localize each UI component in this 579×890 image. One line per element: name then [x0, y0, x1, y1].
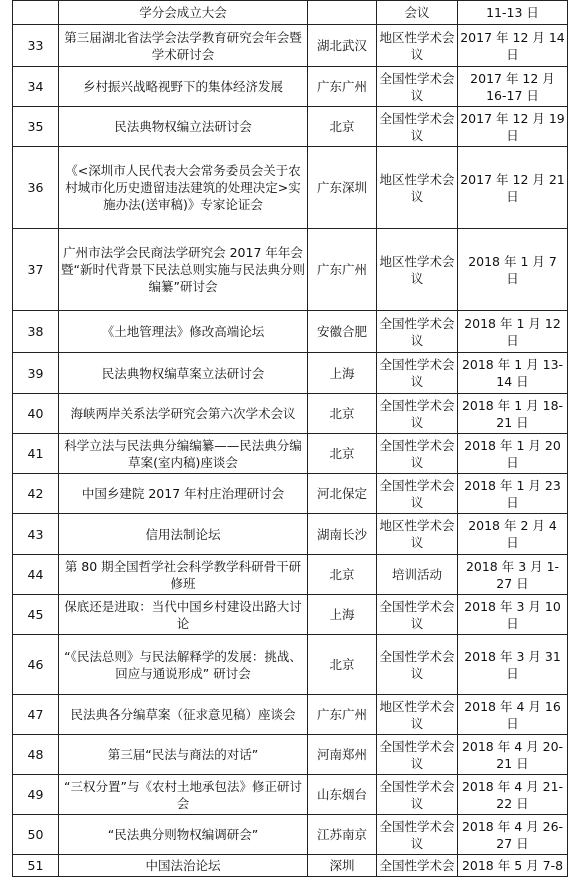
table-row: [13, 25, 568, 67]
location: 广东广州: [308, 67, 377, 107]
table-row: [13, 353, 568, 394]
meeting-type: 全国性学术会议: [377, 474, 458, 514]
conference-name: 第 80 期全国哲学社会科学教学科研骨干研修班: [59, 555, 308, 595]
meeting-date: 2018 年 1 月 7 日: [458, 229, 568, 311]
meeting-date: 2017 年 12 月 21 日: [458, 147, 568, 229]
table-row: [13, 107, 568, 147]
conference-name: 第三届“民法与商法的对话”: [59, 735, 308, 775]
conference-name: 中国法治论坛: [59, 855, 308, 877]
location: 安徽合肥: [308, 311, 377, 353]
conference-name: 《土地管理法》修改高端论坛: [59, 311, 308, 353]
row-number: 42: [13, 474, 59, 514]
row-number: 45: [13, 595, 59, 635]
table-row: [13, 695, 568, 735]
table-row: [13, 474, 568, 514]
row-number: 40: [13, 394, 59, 434]
conference-name: 民法典物权编立法研讨会: [59, 107, 308, 147]
meeting-date: 2018 年 4 月 16 日: [458, 695, 568, 735]
meeting-date: 2018 年 4 月 26-27 日: [458, 815, 568, 855]
meeting-type: 全国性学术会议: [377, 394, 458, 434]
meeting-type: 地区性学术会议: [377, 229, 458, 311]
meeting-date: 2018 年 1 月 13-14 日: [458, 353, 568, 394]
row-number: 46: [13, 635, 59, 695]
meeting-type: 地区性学术会议: [377, 147, 458, 229]
location: 江苏南京: [308, 815, 377, 855]
table-row: [13, 394, 568, 434]
meeting-type: 全国性学术会议: [377, 815, 458, 855]
meeting-type: 全国性学术会议: [377, 107, 458, 147]
location: 广东深圳: [308, 147, 377, 229]
conference-name: “民法典分则物权编调研会”: [59, 815, 308, 855]
conference-name: 保底还是进取：当代中国乡村建设出路大讨论: [59, 595, 308, 635]
conference-name: 学分会成立大会: [59, 1, 308, 25]
table-row: [13, 147, 568, 229]
row-number: 44: [13, 555, 59, 595]
meeting-type: 全国性学术会议: [377, 735, 458, 775]
conference-name: “《民法总则》与民法解释学的发展：挑战、回应与通说形成” 研讨会: [59, 635, 308, 695]
conference-name: 科学立法与民法典分编编纂——民法典分编草案(室内稿)座谈会: [59, 434, 308, 474]
meeting-type: 全国性学术会议: [377, 595, 458, 635]
meeting-date: 2018 年 3 月 10 日: [458, 595, 568, 635]
conference-name: 民法典各分编草案（征求意见稿）座谈会: [59, 695, 308, 735]
location: 上海: [308, 353, 377, 394]
table-row: [13, 514, 568, 555]
location: 湖南长沙: [308, 514, 377, 555]
row-number: 43: [13, 514, 59, 555]
meeting-date: 2017 年 12 月 16-17 日: [458, 67, 568, 107]
row-number: 35: [13, 107, 59, 147]
table-row: [13, 229, 568, 311]
meeting-date: 2018 年 4 月 20-21 日: [458, 735, 568, 775]
row-number: 39: [13, 353, 59, 394]
conference-name: 民法典物权编草案立法研讨会: [59, 353, 308, 394]
conference-name: 海峡两岸关系法学研究会第六次学术会议: [59, 394, 308, 434]
meeting-type: 地区性学术会议: [377, 514, 458, 555]
table-row: [13, 775, 568, 815]
meeting-type: 全国性学术会议: [377, 353, 458, 394]
meeting-date: 2018 年 2 月 4 日: [458, 514, 568, 555]
table-row: [13, 311, 568, 353]
meeting-type: 培训活动: [377, 555, 458, 595]
table-row: [13, 555, 568, 595]
location: 山东烟台: [308, 775, 377, 815]
meeting-type: 地区性学术会议: [377, 695, 458, 735]
conference-name: 第三届湖北省法学会法学教育研究会年会暨学术研讨会: [59, 25, 308, 67]
location: 北京: [308, 394, 377, 434]
meeting-date: 2017 年 12 月 14 日: [458, 25, 568, 67]
row-number: 41: [13, 434, 59, 474]
meeting-type: 全国性学术会议: [377, 67, 458, 107]
row-number: 37: [13, 229, 59, 311]
conference-name: 广州市法学会民商法学研究会 2017 年年会暨“新时代背景下民法总则实施与民法典分则编纂”研讨会: [59, 229, 308, 311]
meeting-type: 会议: [377, 1, 458, 25]
meeting-date: 2017 年 12 月 19 日: [458, 107, 568, 147]
meeting-type: 全国性学术会: [377, 855, 458, 877]
table-row: [13, 1, 568, 25]
table-row: [13, 635, 568, 695]
meeting-date: 2018 年 1 月 23 日: [458, 474, 568, 514]
table-row: [13, 855, 568, 877]
location: [308, 1, 377, 25]
location: 广东广州: [308, 229, 377, 311]
row-number: 38: [13, 311, 59, 353]
row-number: 33: [13, 25, 59, 67]
location: 北京: [308, 107, 377, 147]
row-number: 34: [13, 67, 59, 107]
row-number: 48: [13, 735, 59, 775]
location: 河北保定: [308, 474, 377, 514]
row-number: 51: [13, 855, 59, 877]
meeting-type: 全国性学术会议: [377, 434, 458, 474]
meeting-date: 2018 年 3 月 1-27 日: [458, 555, 568, 595]
conference-name: 《<深圳市人民代表大会常务委员会关于农村城市化历史遗留违法建筑的处理决定>实施办法(送审稿)》专家论证会: [59, 147, 308, 229]
location: 深圳: [308, 855, 377, 877]
row-number: 50: [13, 815, 59, 855]
conference-table: [12, 0, 568, 877]
meeting-date: 11-13 日: [458, 1, 568, 25]
table-row: [13, 434, 568, 474]
row-number: [13, 1, 59, 25]
location: 湖北武汉: [308, 25, 377, 67]
table-row: [13, 815, 568, 855]
table-row: [13, 67, 568, 107]
location: 河南郑州: [308, 735, 377, 775]
meeting-date: 2018 年 3 月 31 日: [458, 635, 568, 695]
meeting-type: 地区性学术会议: [377, 25, 458, 67]
conference-name: 中国乡建院 2017 年村庄治理研讨会: [59, 474, 308, 514]
meeting-type: 全国性学术会议: [377, 311, 458, 353]
location: 广东广州: [308, 695, 377, 735]
row-number: 49: [13, 775, 59, 815]
meeting-date: 2018 年 1 月 20 日: [458, 434, 568, 474]
meeting-type: 全国性学术会议: [377, 635, 458, 695]
location: 北京: [308, 434, 377, 474]
conference-name: 乡村振兴战略视野下的集体经济发展: [59, 67, 308, 107]
location: 北京: [308, 555, 377, 595]
table-row: [13, 735, 568, 775]
table-row: [13, 595, 568, 635]
location: 北京: [308, 635, 377, 695]
conference-name: “三权分置”与《农村土地承包法》修正研讨会: [59, 775, 308, 815]
meeting-type: 全国性学术会议: [377, 775, 458, 815]
meeting-date: 2018 年 5 月 7-8: [458, 855, 568, 877]
meeting-date: 2018 年 1 月 12 日: [458, 311, 568, 353]
meeting-date: 2018 年 1 月 18-21 日: [458, 394, 568, 434]
row-number: 36: [13, 147, 59, 229]
location: 上海: [308, 595, 377, 635]
meeting-date: 2018 年 4 月 21-22 日: [458, 775, 568, 815]
conference-name: 信用法制论坛: [59, 514, 308, 555]
row-number: 47: [13, 695, 59, 735]
